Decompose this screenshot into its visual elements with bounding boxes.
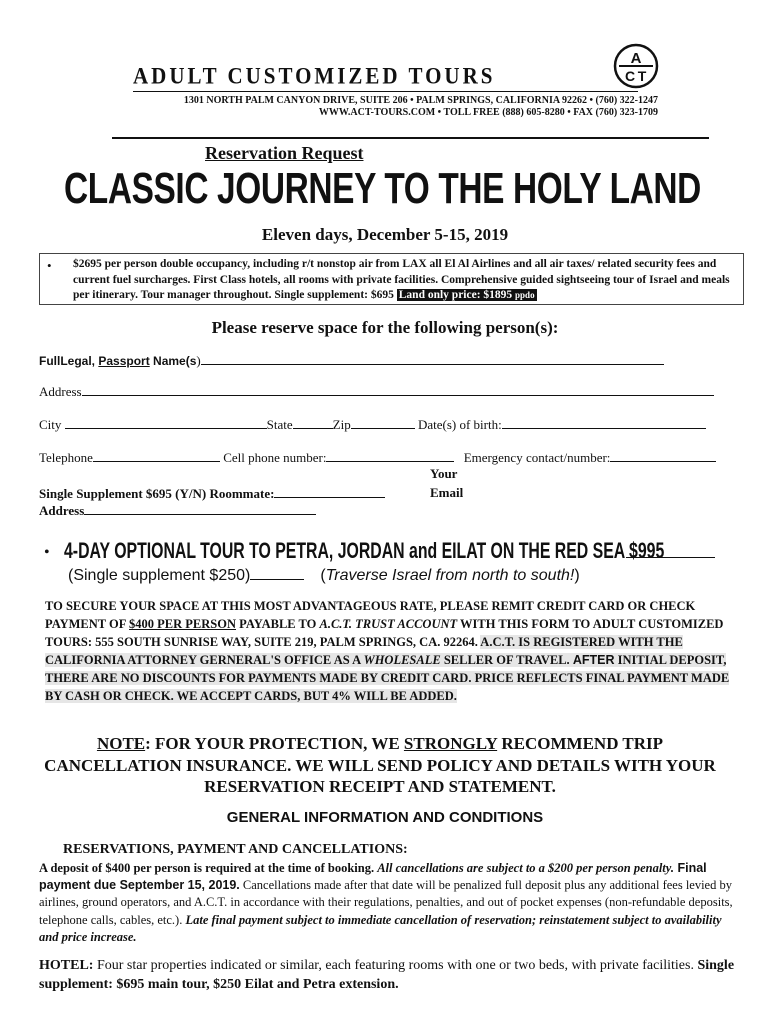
hotel-label: HOTEL: (39, 958, 94, 973)
payment-instructions (45, 597, 735, 705)
note-text-2: RECOMMEND TRIP CANCELLATION INSURANCE. WE WILL SEND POLICY AND DETAILS WITH YOUR RESERVATION RECEIPT AND STATEMENT. (44, 734, 716, 796)
logo-letter-a: A (630, 50, 642, 67)
reservations-body (39, 860, 739, 946)
address-label: Address (39, 384, 82, 399)
state-label: State (266, 417, 293, 432)
telephone-input[interactable] (93, 449, 220, 462)
note-open: ( (320, 567, 326, 584)
address-input[interactable] (82, 383, 714, 396)
deposit-text: A deposit of $400 per person is required at the time of booking. (39, 861, 378, 875)
address2-field[interactable] (39, 502, 316, 519)
optional-tour-supplement (68, 565, 580, 585)
single-supp-row (39, 485, 385, 502)
city-input[interactable] (65, 416, 267, 429)
note-close: ) (574, 567, 580, 584)
trust-account: A.C.T. TRUST ACCOUNT (319, 617, 458, 631)
email-label: Email (430, 485, 464, 500)
tour-dates: Eleven days, December 5-15, 2019 (261, 225, 509, 244)
single-supp-label: Single Supplement $695 (Y/N) Roommate: (39, 486, 275, 501)
dob-input[interactable] (502, 416, 706, 429)
wholesale-text: WHOLESALE (363, 653, 441, 667)
traverse-note: Traverse Israel from north to south! (325, 567, 575, 584)
address2-input[interactable] (84, 502, 316, 515)
land-only-price: Land only price: $1895 ppdo (398, 289, 535, 302)
full-name-label-c: Name(s (149, 354, 197, 368)
general-info-heading: GENERAL INFORMATION AND CONDITIONS (226, 809, 544, 826)
zip-label: Zip (332, 417, 351, 432)
dob-label: Date(s) of birth: (414, 417, 502, 432)
logo-letter-c: C (624, 68, 636, 84)
after-date-text: Cancellations made after that date will be penalized full deposit plus any additional fees levied by airlines, ground operators, and A.C.T. in accordance with their regulations, penalties, and out of pocket expenses (non-refundable deposits, telephone calls, cables, etc.). (39, 878, 733, 927)
roommate-input[interactable] (274, 485, 385, 498)
price-description: $2695 per person double occupancy, including r/t nonstop air from LAX all El Al Airlines and all air taxes/ related security fees and current fuel surcharges. First Class hotels, all rooms with private facilities. Comprehensive guided sightseeing tour of Israel and meals per itinerary. Tour manager throughout. Single supplement: $695 (73, 258, 730, 302)
emergency-label: Emergency contact/number: (460, 450, 611, 465)
address-field[interactable] (39, 383, 714, 400)
cell-label: Cell phone number: (219, 450, 327, 465)
optional-tour-title: 4-DAY OPTIONAL TOUR TO PETRA, JORDAN and EILAT ON THE RED SEA $995 (64, 538, 665, 563)
company-contact: WWW.ACT-TOURS.COM • TOLL FREE (888) 605-8280 • FAX (760) 323-1709 (318, 107, 658, 118)
payment-text-1: TO SECURE YOUR SPACE AT THIS MOST ADVANTAGEOUS RATE, PLEASE REMIT CREDIT CARD OR CHECK PAYMENT OF (45, 599, 696, 631)
hotel-info (39, 956, 739, 994)
emergency-input[interactable] (610, 449, 716, 462)
registration-text: A.C.T. IS REGISTERED WITH THE CALIFORNIA ATTORNEY GERNERAL'S OFFICE AS A (45, 635, 683, 667)
optional-supplement-label: (Single supplement $250) (68, 567, 251, 584)
reserve-heading: Please reserve space for the following person(s): (211, 318, 559, 337)
bullet-icon: • (44, 544, 50, 561)
full-name-input[interactable] (201, 352, 664, 365)
letterhead-rule (133, 91, 638, 92)
full-name-label-d: ) (196, 353, 201, 368)
hotel-single-supplement: Single supplement: $695 main tour, $250 Eilat and Petra extension. (39, 958, 735, 992)
tour-headline: CLASSIC JOURNEY TO THE HOLY LAND (64, 164, 701, 213)
discount-text: INITIAL DEPOSIT, THERE ARE NO DISCOUNTS FOR PAYMENTS MADE BY CREDIT CARD. PRICE REFLECTS FINAL PAYMENT MADE BY CASH OR CHECK. WE ACCEPT CARDS, BUT 4% WILL BE ADDED. (45, 653, 730, 703)
bullet-icon: • (47, 258, 52, 273)
company-name: ADULT CUSTOMIZED TOURS (133, 63, 496, 89)
payment-text-2: PAYABLE TO (236, 617, 320, 631)
full-name-field[interactable] (39, 352, 664, 369)
full-name-label-b: Passport (98, 354, 150, 368)
address2-label: Address (39, 503, 85, 518)
logo-letter-t: T (637, 68, 647, 84)
payment-text-3: WITH THIS FORM TO ADULT CUSTOMIZED TOURS: 555 SOUTH SUNRISE WAY, SUITE 219, PALM SPRINGS, CA. 92264. (45, 617, 724, 649)
reservations-heading: RESERVATIONS, PAYMENT AND CANCELLATIONS: (63, 842, 408, 857)
late-payment-text: Late final payment subject to immediate cancellation of reservation; reinstatement subject to availability and price increase. (39, 912, 722, 944)
city-row (39, 416, 706, 433)
note-text-1: : FOR YOUR PROTECTION, WE (145, 734, 404, 753)
deposit-amount: $400 PER PERSON (129, 617, 236, 631)
note-label: NOTE (96, 734, 146, 753)
header-divider (112, 137, 709, 139)
note-strongly: STRONGLY (403, 734, 498, 753)
optional-tour-input[interactable] (626, 543, 715, 558)
full-name-label-a: FullLegal, (39, 354, 99, 368)
company-address: 1301 NORTH PALM CANYON DRIVE, SUITE 206 • PALM SPRINGS, CALIFORNIA 92262 • (760) 322-1247 (183, 95, 658, 106)
form-label: Reservation Request (205, 143, 364, 163)
cancel-penalty-text: All cancellations are subject to a $200 per person penalty. (377, 861, 674, 875)
act-logo-icon (613, 43, 659, 89)
registration-text-2: SELLER OF TRAVEL. (440, 653, 573, 667)
telephone-row (39, 449, 716, 466)
city-label: City (39, 417, 65, 432)
your-label: Your (430, 466, 458, 481)
insurance-note (30, 733, 730, 798)
state-input[interactable] (293, 416, 333, 429)
zip-input[interactable] (351, 416, 415, 429)
cell-input[interactable] (326, 449, 454, 462)
optional-supplement-input[interactable] (250, 565, 304, 580)
price-details (73, 257, 738, 304)
after-text: AFTER (572, 653, 615, 667)
final-payment-text: Final payment due September 15, 2019. (39, 861, 707, 893)
telephone-label: Telephone (39, 450, 93, 465)
hotel-text: Four star properties indicated or similar, each featuring rooms with one or two beds, with private facilities. (93, 958, 698, 973)
